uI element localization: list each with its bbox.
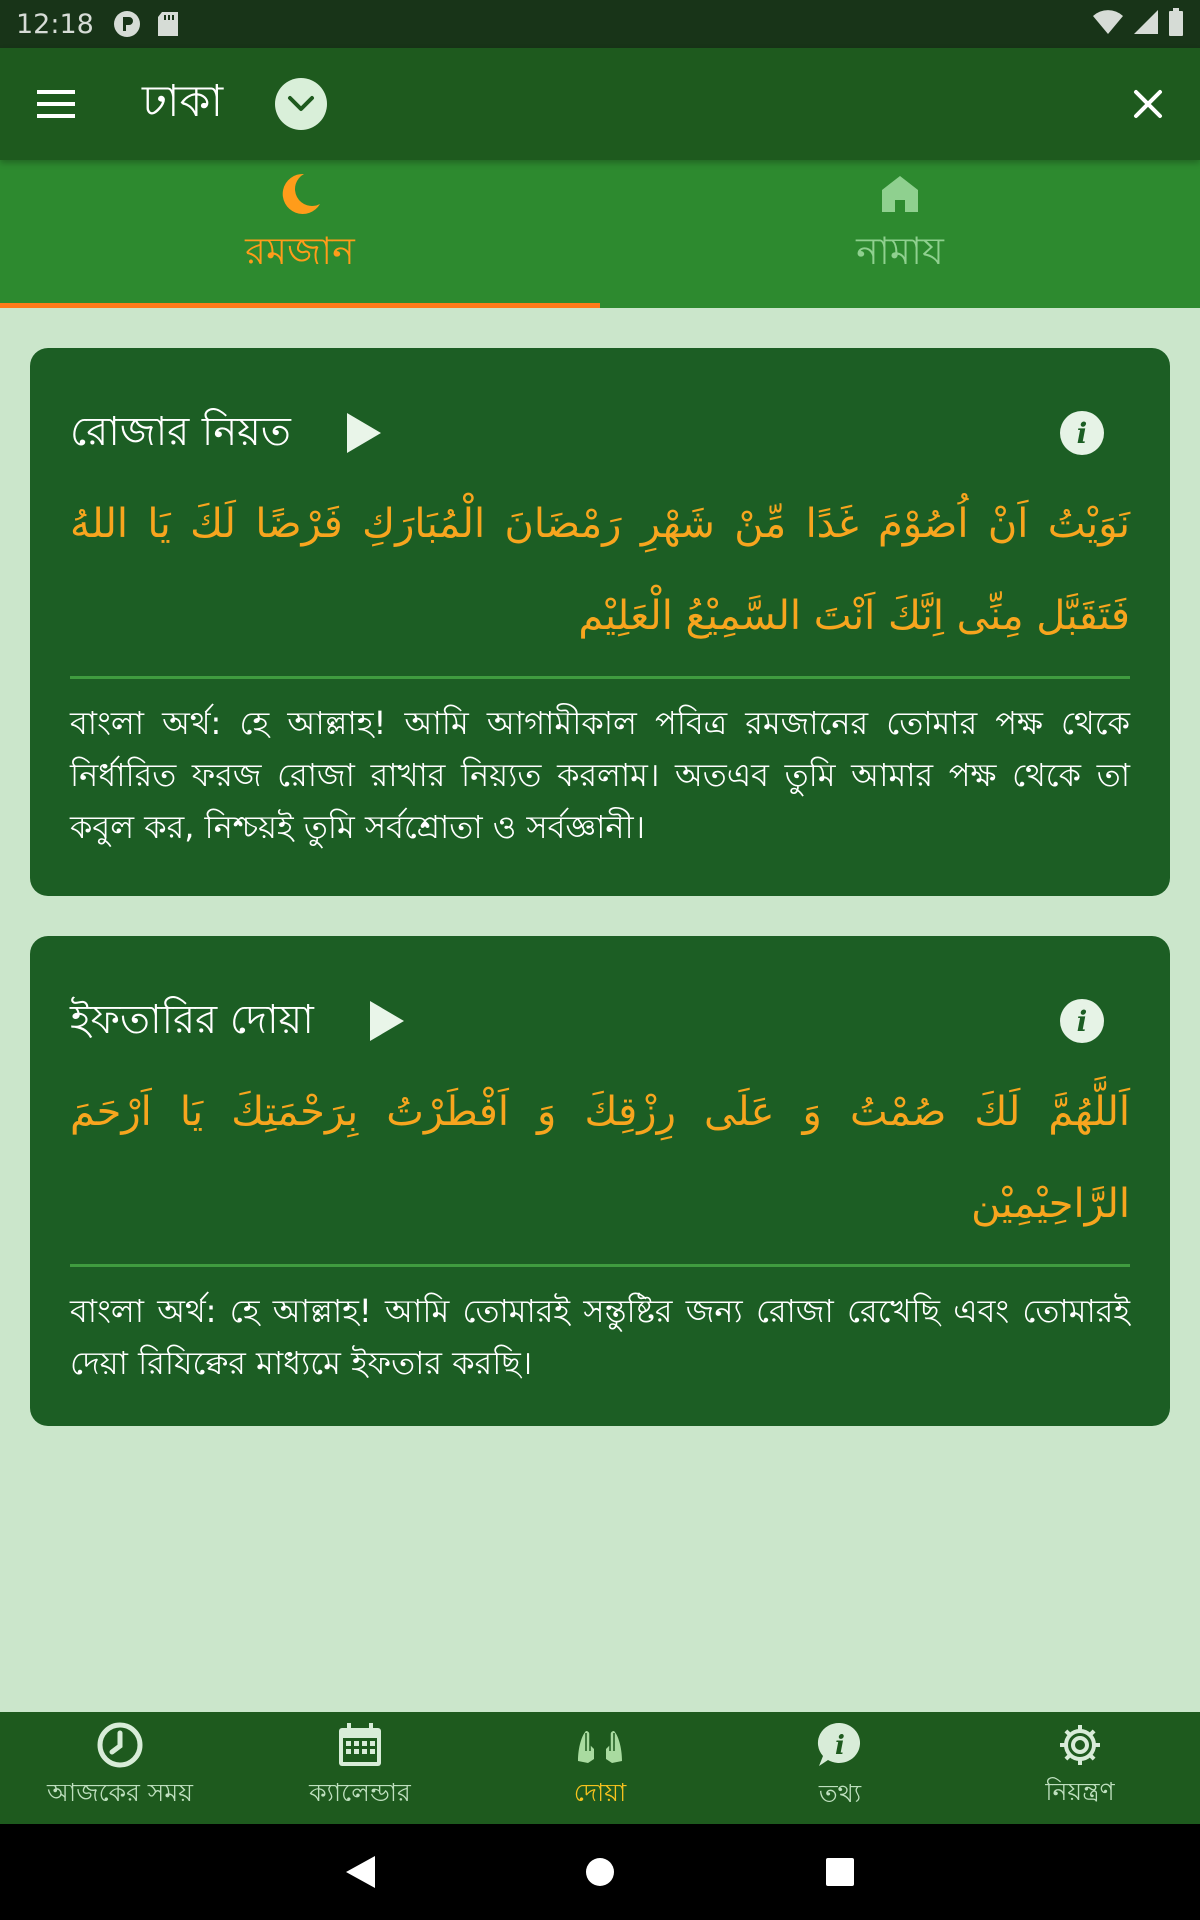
calendar-icon <box>336 1721 384 1769</box>
close-button[interactable] <box>1096 48 1200 160</box>
wifi-icon <box>1092 8 1124 40</box>
play-button[interactable] <box>364 999 408 1043</box>
praying-hands-icon <box>574 1721 626 1769</box>
back-triangle-icon <box>343 1854 377 1890</box>
bangla-meaning: বাংলা অর্থ: হে আল্লাহ! আমি তোমারই সন্তুষ্টির জন্য রোজা রেখেছি এবং তোমারই দেয়া রিযিক্বের মাধ্যমে ইফতার করছি। <box>70 1292 1130 1382</box>
play-icon <box>343 411 383 455</box>
city-title: ঢাকা <box>142 75 224 127</box>
nav-settings[interactable] <box>960 1712 1200 1824</box>
tab-label: নামায <box>856 229 944 273</box>
nav-label: নিয়ন্ত্রণ <box>1045 1776 1115 1806</box>
svg-text:i: i <box>835 1730 845 1761</box>
city-dropdown-button[interactable] <box>275 78 327 130</box>
sd-card-icon <box>156 10 180 38</box>
app-bar <box>0 48 1200 160</box>
mosque-icon <box>878 170 922 218</box>
arabic-text: اَللَّهُمَّ لَكَ صُمْتُ وَ عَلَى رِزْقِكَ وَ اَفْطَرْتُ بِرَحْمَتِكَ يَا اَرْحَمَ الرَّاحِيْمِيْن <box>70 1089 1130 1227</box>
signal-icon <box>1132 8 1160 40</box>
dua-card-roza-niyat <box>30 348 1170 896</box>
tab-ramadan[interactable] <box>0 160 600 308</box>
status-time: 12:18 <box>16 8 94 40</box>
moon-icon <box>278 170 322 218</box>
info-icon: i <box>1076 1004 1088 1038</box>
nav-label: দোয়া <box>573 1777 627 1807</box>
card-title: ইফতারির দোয়া <box>70 996 314 1043</box>
divider <box>70 1264 1130 1267</box>
home-circle-icon <box>584 1856 616 1888</box>
home-button[interactable] <box>480 1824 720 1920</box>
recents-button[interactable] <box>720 1824 960 1920</box>
hamburger-icon <box>37 90 75 118</box>
nav-label: আজকের সময় <box>47 1777 193 1807</box>
info-icon <box>815 1720 865 1770</box>
bangla-meaning: বাংলা অর্থ: হে আল্লাহ! আমি আগামীকাল পবিত্র রমজানের তোমার পক্ষ থেকে নির্ধারিত ফরজ রোজা রাখার নিয়্যত করলাম। অতএব তুমি আমার পক্ষ থেকে তা কবুল কর, নিশ্চয়ই তুমি সর্বশ্রোতা ও সর্বজ্ঞানী। <box>70 704 1130 846</box>
info-button[interactable] <box>1060 411 1104 455</box>
play-button[interactable] <box>341 411 385 455</box>
menu-button[interactable] <box>0 48 112 160</box>
p-badge-icon <box>112 9 142 39</box>
close-icon <box>1133 89 1163 119</box>
nav-dua[interactable] <box>480 1712 720 1824</box>
info-button[interactable] <box>1060 999 1104 1043</box>
status-bar <box>0 0 1200 48</box>
tab-label: রমজান <box>245 229 355 273</box>
nav-info[interactable] <box>720 1712 960 1824</box>
play-icon <box>366 999 406 1043</box>
nav-today-time[interactable] <box>0 1712 240 1824</box>
system-navigation-bar <box>0 1824 1200 1920</box>
battery-icon <box>1168 8 1184 40</box>
arabic-text: نَوَيْتُ اَنْ اُصُوْمَ غَدًا مِّنْ شَهْرِ رَمْضَانَ الْمُبَارَكِ فَرْضًا لَكَ يَا اللهُ فَتَقَبَّل مِنِّى اِنَّكَ اَنْتَ السَّمِيْعُ الْعَلِيْم <box>70 501 1130 639</box>
chevron-down-icon <box>287 95 315 113</box>
gear-icon <box>1057 1722 1103 1768</box>
info-icon: i <box>1076 416 1088 450</box>
card-title: রোজার নিয়ত <box>70 408 291 455</box>
nav-calendar[interactable] <box>240 1712 480 1824</box>
bottom-navigation <box>0 1712 1200 1824</box>
back-button[interactable] <box>240 1824 480 1920</box>
nav-label: ক্যালেন্ডার <box>309 1777 411 1807</box>
recents-square-icon <box>825 1857 855 1887</box>
tab-namaz[interactable] <box>600 160 1200 308</box>
nav-label: তথ্য <box>818 1778 862 1808</box>
dua-card-iftar <box>30 936 1170 1426</box>
tab-indicator <box>0 303 600 308</box>
clock-icon <box>96 1721 144 1769</box>
divider <box>70 676 1130 679</box>
tab-bar <box>0 160 1200 308</box>
